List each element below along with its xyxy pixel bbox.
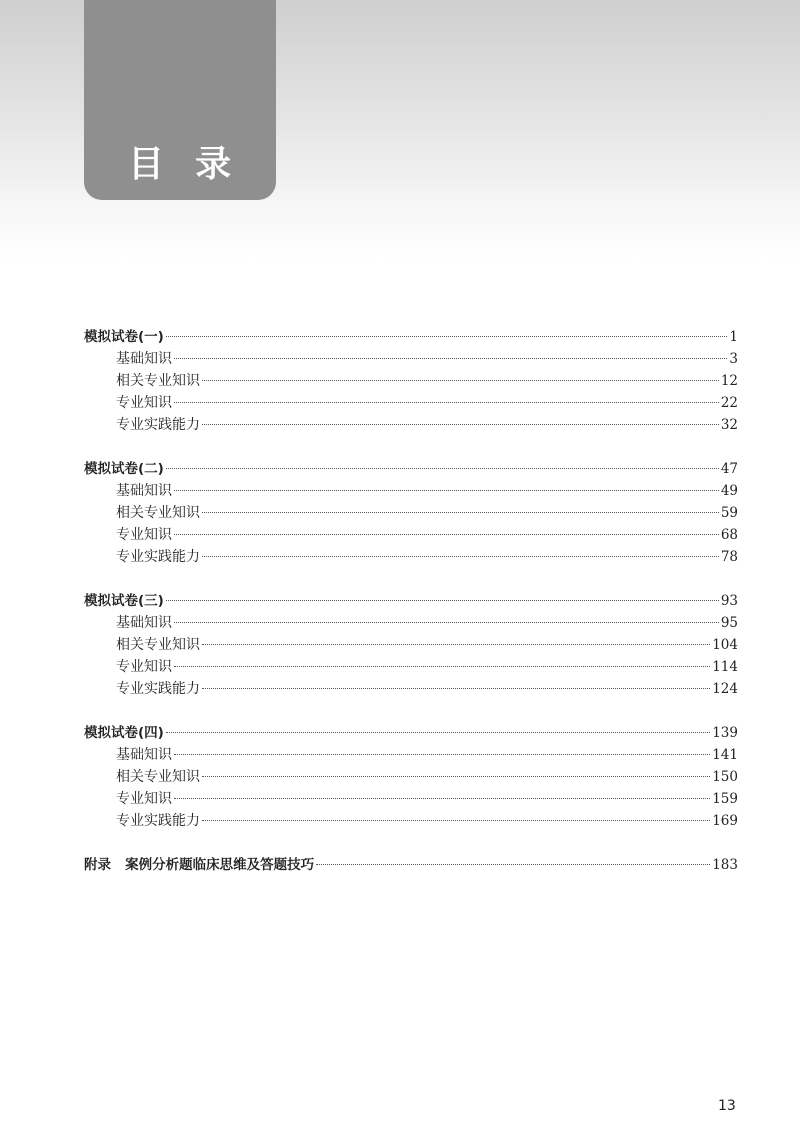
dot-leader xyxy=(202,556,719,557)
page-ref: 3 xyxy=(729,351,738,367)
dot-leader xyxy=(202,380,719,381)
entry-title: 相关专业知识 xyxy=(116,769,200,785)
chapter-title: 模拟试卷(二) xyxy=(84,461,164,477)
toc-entry[interactable] xyxy=(84,370,738,392)
table-of-contents xyxy=(84,326,738,898)
entry-title: 专业知识 xyxy=(116,527,172,543)
chapter-title: 模拟试卷(四) xyxy=(84,725,164,741)
toc-chapter[interactable] xyxy=(84,326,738,348)
page-ref: 159 xyxy=(712,791,738,807)
entry-title: 专业实践能力 xyxy=(116,681,200,697)
page-ref: 104 xyxy=(712,637,738,653)
page-ref: 49 xyxy=(720,483,738,499)
toc-section-3 xyxy=(84,590,738,700)
toc-entry[interactable] xyxy=(84,810,738,832)
toc-entry[interactable] xyxy=(84,524,738,546)
page-ref: 150 xyxy=(712,769,738,785)
dot-leader xyxy=(202,644,710,645)
page-ref: 1 xyxy=(729,329,738,345)
toc-entry[interactable] xyxy=(84,546,738,568)
toc-entry[interactable] xyxy=(84,502,738,524)
entry-title: 基础知识 xyxy=(116,747,172,763)
entry-title: 专业实践能力 xyxy=(116,549,200,565)
page-ref: 59 xyxy=(720,505,738,521)
dot-leader xyxy=(202,424,719,425)
page-ref: 169 xyxy=(712,813,738,829)
entry-title: 相关专业知识 xyxy=(116,373,200,389)
page-number: 13 xyxy=(718,1098,736,1114)
dot-leader xyxy=(202,776,710,777)
toc-entry[interactable] xyxy=(84,414,738,436)
toc-entry[interactable] xyxy=(84,348,738,370)
entry-title: 相关专业知识 xyxy=(116,505,200,521)
toc-chapter[interactable] xyxy=(84,854,738,876)
entry-title: 相关专业知识 xyxy=(116,637,200,653)
appendix-title: 附录 案例分析题临床思维及答题技巧 xyxy=(84,857,315,873)
entry-title: 基础知识 xyxy=(116,615,172,631)
dot-leader xyxy=(202,820,710,821)
page-ref: 22 xyxy=(720,395,738,411)
page-ref: 47 xyxy=(720,461,738,477)
dot-leader xyxy=(174,666,710,667)
page-title: 目 录 xyxy=(128,144,234,185)
page-ref: 12 xyxy=(720,373,738,389)
toc-entry[interactable] xyxy=(84,392,738,414)
page-ref: 141 xyxy=(712,747,738,763)
dot-leader xyxy=(174,622,719,623)
page-ref: 124 xyxy=(712,681,738,697)
toc-entry[interactable] xyxy=(84,656,738,678)
toc-section-2 xyxy=(84,458,738,568)
toc-section-1 xyxy=(84,326,738,436)
page-ref: 114 xyxy=(712,659,738,675)
dot-leader xyxy=(174,798,710,799)
entry-title: 专业知识 xyxy=(116,791,172,807)
entry-title: 专业知识 xyxy=(116,659,172,675)
dot-leader xyxy=(166,600,719,601)
toc-chapter[interactable] xyxy=(84,722,738,744)
dot-leader xyxy=(174,358,727,359)
page-ref: 139 xyxy=(712,725,738,741)
entry-title: 基础知识 xyxy=(116,483,172,499)
toc-entry[interactable] xyxy=(84,634,738,656)
toc-chapter[interactable] xyxy=(84,590,738,612)
entry-title: 专业知识 xyxy=(116,395,172,411)
dot-leader xyxy=(174,402,719,403)
toc-entry[interactable] xyxy=(84,788,738,810)
page-ref: 32 xyxy=(720,417,738,433)
dot-leader xyxy=(202,688,710,689)
toc-appendix xyxy=(84,854,738,876)
page-ref: 95 xyxy=(720,615,738,631)
dot-leader xyxy=(174,490,719,491)
dot-leader xyxy=(166,468,719,469)
toc-entry[interactable] xyxy=(84,480,738,502)
page-ref: 68 xyxy=(720,527,738,543)
dot-leader xyxy=(166,732,710,733)
dot-leader xyxy=(202,512,719,513)
page-ref: 78 xyxy=(720,549,738,565)
toc-entry[interactable] xyxy=(84,678,738,700)
dot-leader xyxy=(174,534,719,535)
toc-entry[interactable] xyxy=(84,612,738,634)
chapter-title: 模拟试卷(一) xyxy=(84,329,164,345)
toc-chapter[interactable] xyxy=(84,458,738,480)
toc-entry[interactable] xyxy=(84,744,738,766)
dot-leader xyxy=(316,864,710,865)
entry-title: 专业实践能力 xyxy=(116,417,200,433)
entry-title: 专业实践能力 xyxy=(116,813,200,829)
chapter-title: 模拟试卷(三) xyxy=(84,593,164,609)
dot-leader xyxy=(174,754,710,755)
entry-title: 基础知识 xyxy=(116,351,172,367)
page-ref: 93 xyxy=(720,593,738,609)
page-ref: 183 xyxy=(712,857,738,873)
dot-leader xyxy=(166,336,728,337)
toc-section-4 xyxy=(84,722,738,832)
toc-entry[interactable] xyxy=(84,766,738,788)
